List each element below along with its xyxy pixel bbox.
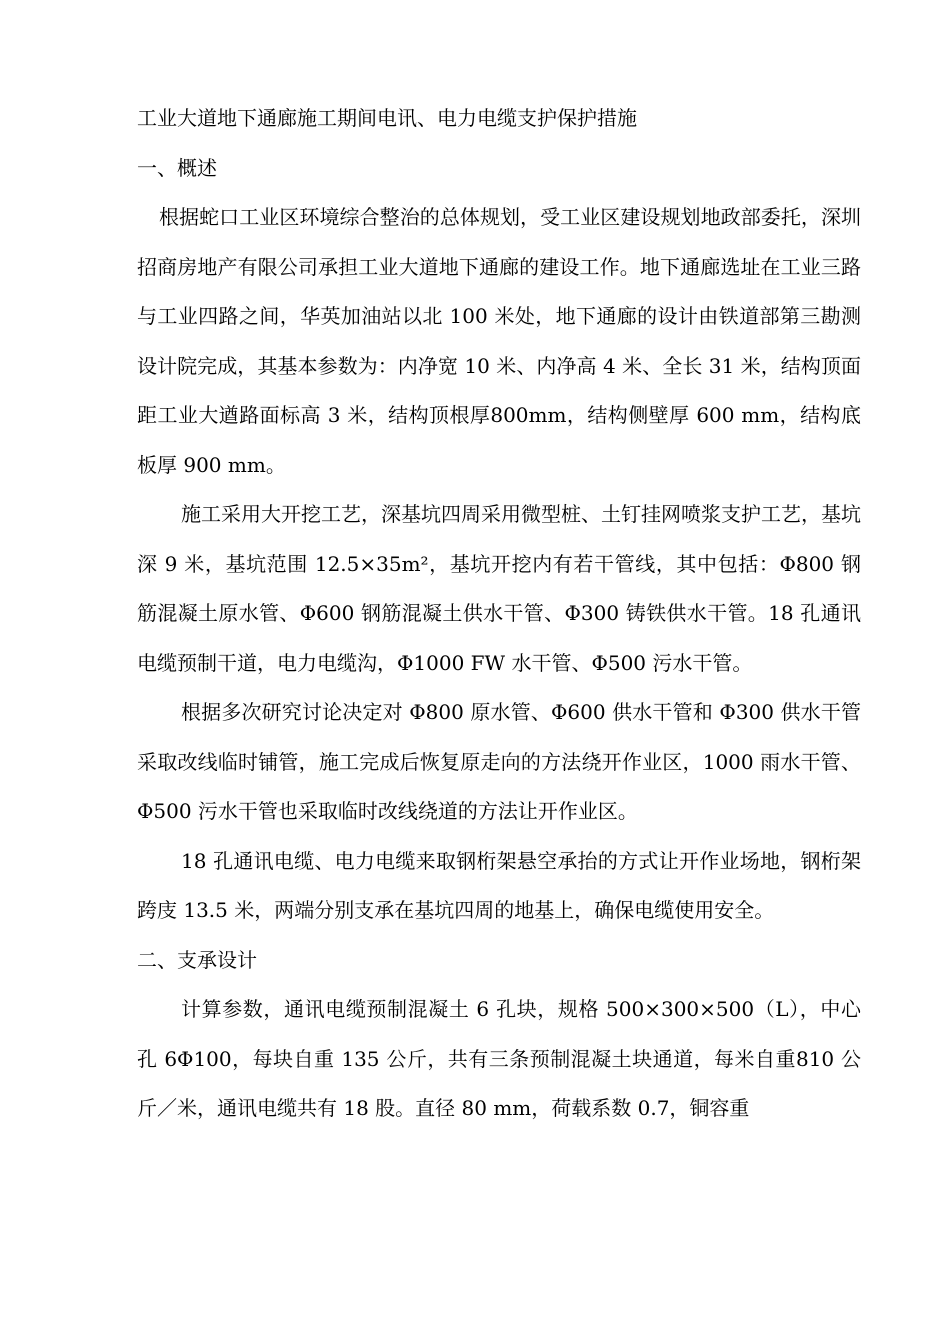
paragraph-pipe-relocation: 根据多次研究讨论决定对 Φ800 原水管、Φ600 供水干管和 Φ300 供水干管采取改线临时铺管，施工完成后恢复原走向的方法绕开作业区，1000 雨水干管、Φ500 污水干管也采取临时改线绕道的方法让开作业区。 — [137, 700, 861, 823]
paragraph-cable-support: 18 孔通讯电缆、电力电缆来取钢桁架悬空承抬的方式让开作业场地，钢桁架跨庋 13.5 米，两端分别支承在基坑四周的地基上，确保电缆使用安全。 — [137, 848, 861, 922]
paragraph-parameters: 计算参数，通讯电缆预制混凝土 6 孔块，规格 500×300×500（L），中心孔 6Φ100，每块自重 135 公斤，共有三条预制混凝土块通道，每米自重810 公斤／米，通讯电缆共有 18 股。直径 80 mm，荷载系数 0.7，铜容重 — [137, 997, 861, 1120]
paragraph-background: 根据蛇口工业区环境综合整治的总体规划，受工业区建设规划地政部委托，深圳招商房地产有限公司承担工业大道地下通廊的建设工作。地下通廊选址在工业三路与工业四路之间，华英加油站以北 100 米处，地下通廊的设计由铁道部第三勘测设计院完成，其基本参数为：内净宽 10 米、内净高 4 米、全长 31 米，结构顶面距工业大遒路面标高 3 米，结构顶根厚800mm，结构侧壁厚 600 mm，结构底板厚 900 mm。 — [137, 205, 861, 477]
document-body — [137, 94, 861, 1134]
section-heading-support-design: 二、支承设计 — [137, 947, 257, 972]
document-title: 工业大道地下通廊施工期间电讯、电力电缆支护保护措施 — [137, 106, 637, 130]
section-heading-overview: 一、概述 — [137, 155, 217, 180]
paragraph-construction: 施工采用大开挖工艺，深基坑四周采用微型桩、土钉挂网喷浆支护工艺，基坑深 9 米，基坑范围 12.5×35m²，基坑开挖内有若干管线，其中包括：Φ800 钢筋混凝土原水管、Φ600 钢筋混凝土供水干管、Φ300 铸铁供水干管。18 孔通讯电缆预制干道，电力电缆沟，Φ1000 FW 水干管、Φ500 污水干管。 — [137, 502, 861, 675]
